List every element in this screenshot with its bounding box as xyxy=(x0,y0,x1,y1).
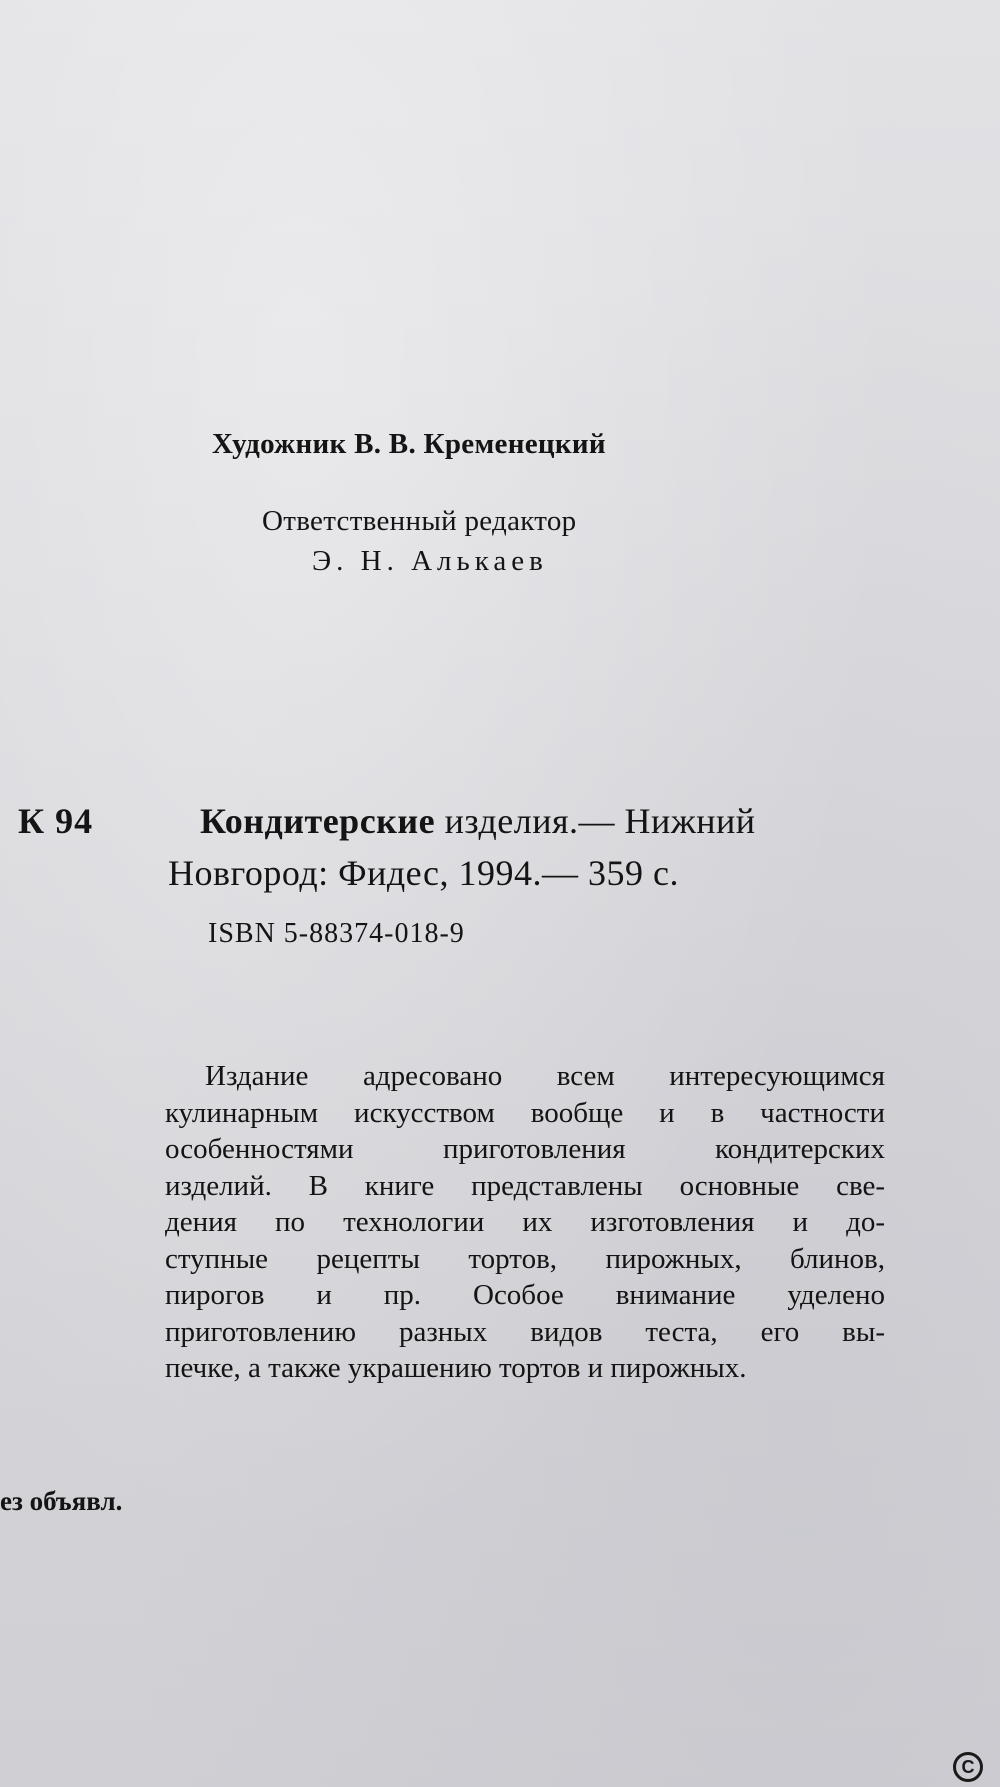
isbn: ISBN 5-88374-018-9 xyxy=(208,918,465,949)
catalog-code: К 94 xyxy=(18,801,94,841)
copyright-icon: С xyxy=(953,1752,983,1782)
annotation-line: Издание адресовано всем интересующимся xyxy=(205,1060,885,1092)
editor-name: Э. Н. Алькаев xyxy=(312,545,548,577)
annotation-line: приготовлению разных видов теста, его вы- xyxy=(165,1315,885,1348)
annotation-line: пирогов и пр. Особое внимание уделено xyxy=(165,1279,885,1311)
book-title: Кондитерские xyxy=(200,801,436,841)
annotation-line: ступные рецепты тортов, пирожных, блинов, xyxy=(165,1242,885,1275)
annotation-line: изделий. В книге представлены основные све- xyxy=(165,1169,885,1202)
bibliographic-line-1-rest: изделия.— Нижний xyxy=(435,801,756,841)
annotation-line: кулинарным искусством вообще и в частности xyxy=(165,1096,885,1129)
bibliographic-line-1 xyxy=(200,800,756,842)
editor-role: Ответственный редактор xyxy=(262,505,577,537)
bibliographic-line-2: Новгород: Фидес, 1994.— 359 с. xyxy=(168,853,680,893)
annotation-line: особенностями приготовления кондитерских xyxy=(165,1133,885,1165)
price-note: ез объявл. xyxy=(0,1486,123,1516)
annotation-line: дения по технологии их изготовления и до- xyxy=(165,1206,885,1238)
annotation-line: печке, а также украшению тортов и пирожных. xyxy=(165,1352,747,1384)
annotation-paragraph xyxy=(165,1058,885,1387)
artist-credit: Художник В. В. Кременецкий xyxy=(212,428,606,460)
